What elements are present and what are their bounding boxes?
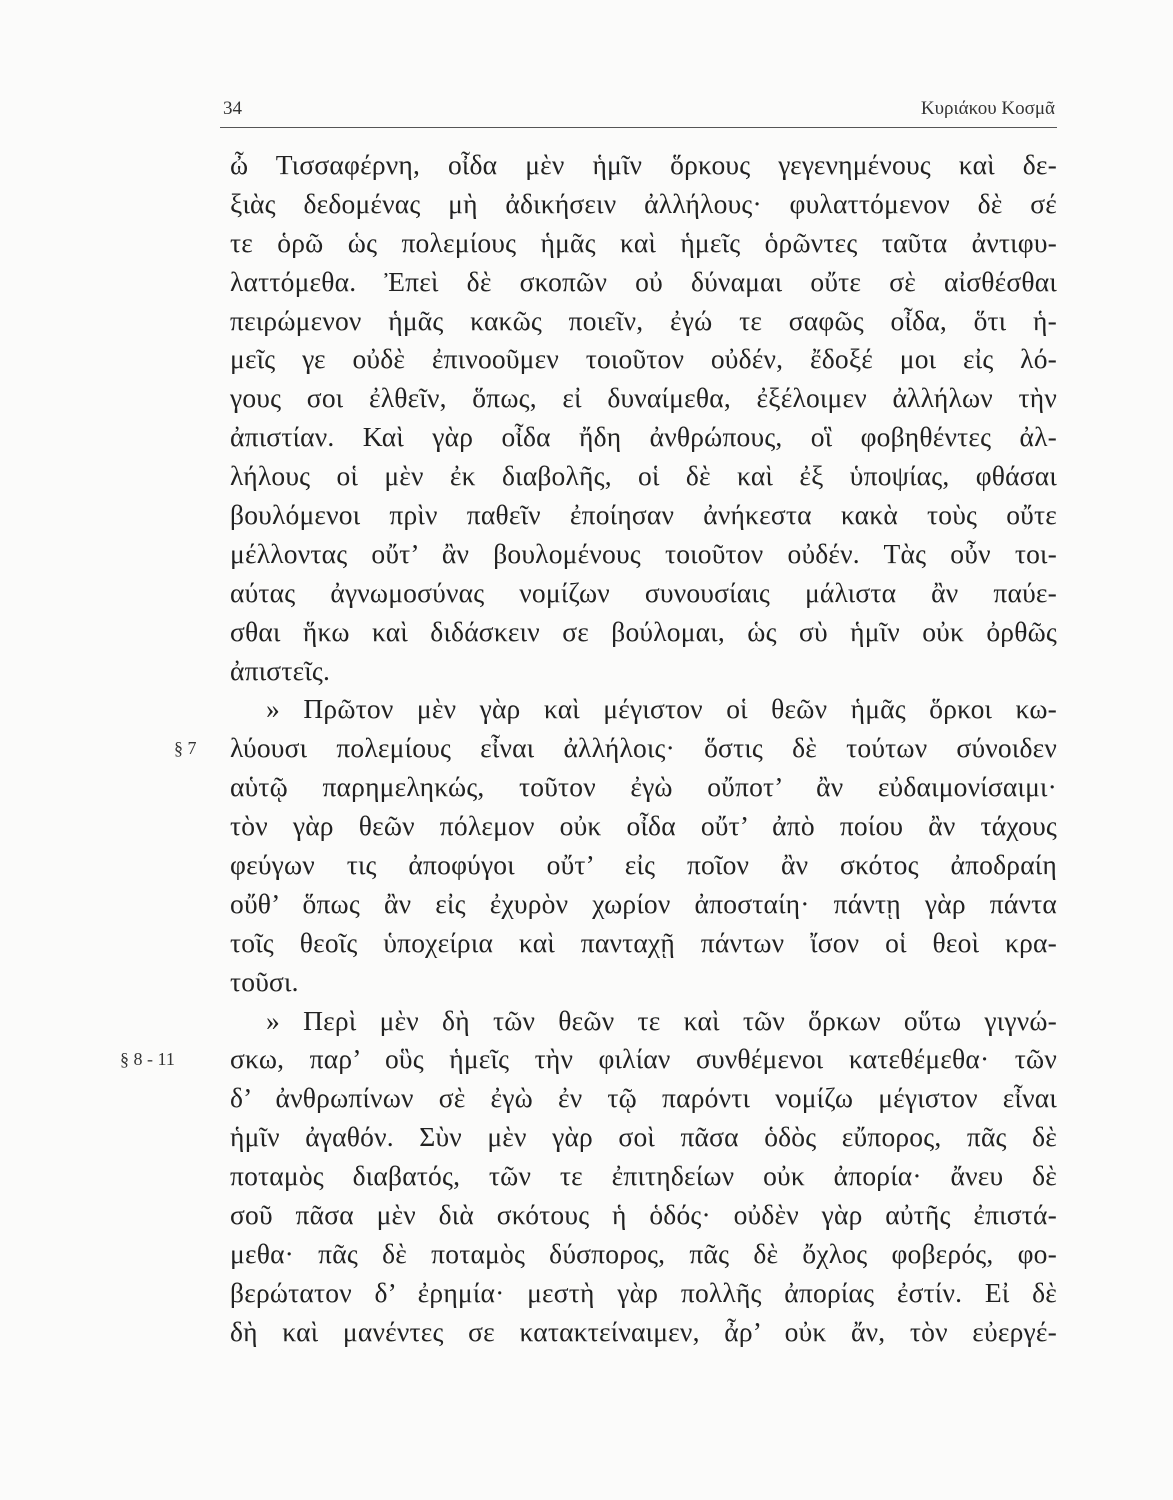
text-line: δὴ καὶ μανέντες σε κατακτείναιμεν, ἆρ’ οὐκ ἄν, τὸν εὐεργέ- [230, 1315, 1057, 1347]
text-line: οὔθ’ ὅπως ἂν εἰς ἐχυρὸν χωρίον ἀποσταίη· πάντῃ γὰρ πάντα [230, 887, 1057, 919]
text-line: τὸν γὰρ θεῶν πόλεμον οὐκ οἶδα οὔτ’ ἀπὸ ποίου ἂν τάχους [230, 810, 1057, 842]
text-line: ἡμῖν ἀγαθόν. Σὺν μὲν γὰρ σοὶ πᾶσα ὁδὸς εὔπορος, πᾶς δὲ [230, 1121, 1057, 1153]
page-header [220, 96, 1057, 126]
text-line: ἀπιστίαν. Καὶ γὰρ οἶδα ἤδη ἀνθρώπους, οἳ φοβηθέντες ἀλ- [230, 421, 1057, 453]
body-text [230, 146, 1057, 1352]
text-line: αὑτῷ παρημεληκώς, τοῦτον ἐγὼ οὔποτ’ ἂν εὐδαιμονίσαιμι· [230, 771, 1057, 803]
text-line: τε ὁρῶ ὡς πολεμίους ἡμᾶς καὶ ἡμεῖς ὁρῶντες ταῦτα ἀντιφυ- [230, 226, 1057, 258]
text-line: λαττόμεθα. Ἐπεὶ δὲ σκοπῶν οὐ δύναμαι οὔτε σὲ αἰσθέσθαι [230, 265, 1057, 297]
text-line: μεθα· πᾶς δὲ ποταμὸς δύσπορος, πᾶς δὲ ὄχλος φοβερός, φο- [230, 1237, 1057, 1269]
margin-note-section-7: § 7 [174, 738, 197, 758]
text-line: » Πρῶτον μὲν γὰρ καὶ μέγιστον οἱ θεῶν ἡμᾶς ὅρκοι κω- [266, 693, 1057, 725]
text-line: μεῖς γε οὐδὲ ἐπινοοῦμεν τοιοῦτον οὐδέν, ἔδοξέ μοι εἰς λό- [230, 343, 1057, 375]
running-title: Κυριάκου Κοσμᾶ [920, 98, 1055, 119]
text-line: ξιὰς δεδομένας μὴ ἀδικήσειν ἀλλήλους· φυλαττόμενον δὲ σέ [230, 187, 1057, 219]
margin-note-section-8-11: § 8 - 11 [120, 1049, 175, 1069]
text-line: αύτας ἀγνωμοσύνας νομίζων συνουσίαις μάλιστα ἂν παύε- [230, 576, 1057, 608]
text-line: λήλους οἱ μὲν ἐκ διαβολῆς, οἱ δὲ καὶ ἐξ ὑποψίας, φθάσαι [230, 460, 1057, 492]
text-line: ἀπιστεῖς. [230, 654, 331, 686]
text-line: μέλλοντας οὔτ’ ἂν βουλομένους τοιοῦτον οὐδέν. Τὰς οὖν τοι- [230, 537, 1057, 569]
text-line: σοῦ πᾶσα μὲν διὰ σκότους ἡ ὁδός· οὐδὲν γὰρ αὐτῆς ἐπιστά- [230, 1199, 1057, 1231]
text-line: τοῖς θεοῖς ὑποχείρια καὶ πανταχῇ πάντων ἴσον οἱ θεοὶ κρα- [230, 926, 1057, 958]
text-line: » Περὶ μὲν δὴ τῶν θεῶν τε καὶ τῶν ὅρκων οὕτω γιγνώ- [266, 1004, 1057, 1036]
text-line: πειρώμενον ἡμᾶς κακῶς ποιεῖν, ἐγώ τε σαφῶς οἶδα, ὅτι ἡ- [230, 304, 1057, 336]
text-line: σθαι ἥκω καὶ διδάσκειν σε βούλομαι, ὡς σὺ ἡμῖν οὐκ ὀρθῶς [230, 615, 1057, 647]
text-line: ποταμὸς διαβατός, τῶν τε ἐπιτηδείων οὐκ ἀπορία· ἄνευ δὲ [230, 1160, 1057, 1192]
page-number: 34 [223, 98, 242, 119]
text-line: γους σοι ἐλθεῖν, ὅπως, εἰ δυναίμεθα, ἐξέλοιμεν ἀλλήλων τὴν [230, 382, 1057, 414]
text-line: βερώτατον δ’ ἐρημία· μεστὴ γὰρ πολλῆς ἀπορίας ἐστίν. Εἰ δὲ [230, 1276, 1057, 1308]
text-line: δ’ ἀνθρωπίνων σὲ ἐγὼ ἐν τῷ παρόντι νομίζω μέγιστον εἶναι [230, 1082, 1057, 1114]
text-line: τοῦσι. [230, 965, 299, 997]
text-line: φεύγων τις ἀποφύγοι οὔτ’ εἰς ποῖον ἂν σκότος ἀποδραίη [230, 849, 1057, 881]
text-line: σκω, παρ’ οὓς ἡμεῖς τὴν φιλίαν συνθέμενοι κατεθέμεθα· τῶν [230, 1043, 1057, 1075]
header-rule [220, 127, 1057, 128]
text-line: βουλόμενοι πρὶν παθεῖν ἐποίησαν ἀνήκεστα κακὰ τοὺς οὔτε [230, 499, 1057, 531]
text-line: λύουσι πολεμίους εἶναι ἀλλήλοις· ὅστις δὲ τούτων σύνοιδεν [230, 732, 1057, 764]
text-line: ὦ Τισσαφέρνη, οἶδα μὲν ἡμῖν ὅρκους γεγενημένους καὶ δε- [230, 149, 1057, 180]
